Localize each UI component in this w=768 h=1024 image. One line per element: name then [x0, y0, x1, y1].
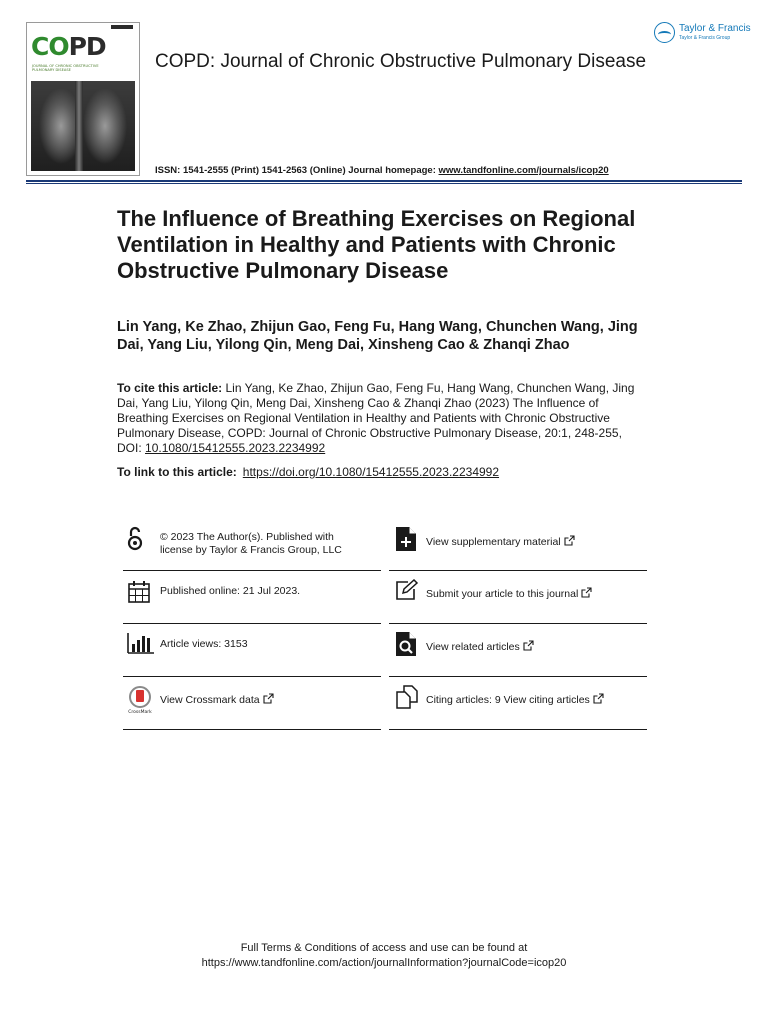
- crossmark-item[interactable]: [123, 682, 381, 728]
- crossmark-link[interactable]: [160, 693, 274, 706]
- submit-label: Submit your article to this journal: [426, 588, 579, 600]
- supplementary-item[interactable]: [389, 524, 647, 570]
- chest-xray-image: [31, 81, 135, 171]
- license-item[interactable]: [123, 524, 381, 570]
- issn-text: ISSN: 1541-2555 (Print) 1541-2563 (Online) Journal homepage:: [155, 165, 439, 176]
- supplementary-label: View supplementary material: [426, 536, 561, 548]
- divider: [389, 570, 647, 571]
- article-authors: Lin Yang, Ke Zhao, Zhijun Gao, Feng Fu, Hang Wang, Chunchen Wang, Jing Dai, Yang Liu, Yilong Qin, Meng Dai, Xinsheng Cao & Zhanqi Zhao: [117, 319, 638, 353]
- journal-title[interactable]: COPD: Journal of Chronic Obstructive Pulmonary Disease: [155, 51, 647, 72]
- divider: [389, 729, 647, 730]
- divider: [123, 729, 381, 730]
- citing-label: Citing articles: 9 View citing articles: [426, 694, 590, 706]
- submit-item[interactable]: [389, 576, 647, 622]
- cover-title-part2: PD: [68, 32, 106, 61]
- footer-terms-link[interactable]: https://www.tandfonline.com/action/journalInformation?journalCode=icop20: [201, 957, 567, 969]
- external-link-icon: [581, 587, 592, 598]
- divider: [389, 676, 647, 677]
- article-title: The Influence of Breathing Exercises on Regional Ventilation in Healthy and Patients with Chronic Obstructive Pulmonary Disease: [117, 206, 636, 283]
- supplementary-file-icon: [395, 526, 417, 552]
- supplementary-link[interactable]: [426, 535, 575, 548]
- cover-badge: [111, 25, 133, 29]
- edit-icon: [395, 579, 419, 601]
- crossmark-icon-label: CrossMark: [128, 710, 152, 715]
- publisher-logo[interactable]: [654, 22, 754, 46]
- external-link-icon: [523, 640, 534, 651]
- citing-articles-icon: [395, 685, 419, 709]
- external-link-icon: [564, 535, 575, 546]
- crossmark-icon: [127, 685, 155, 715]
- journal-cover-image: [26, 22, 140, 176]
- cover-header: [27, 23, 139, 81]
- footer: [0, 941, 768, 971]
- divider: [123, 570, 381, 571]
- bar-chart-icon: [127, 632, 155, 654]
- cover-title: [31, 34, 106, 60]
- views-item: [123, 629, 381, 675]
- published-item: [123, 576, 381, 622]
- related-articles-link[interactable]: [426, 640, 534, 653]
- license-line2: license by Taylor & Francis Group, LLC: [160, 544, 342, 556]
- citing-item[interactable]: [389, 682, 647, 728]
- citation-doi-link[interactable]: 10.1080/15412555.2023.2234992: [145, 441, 326, 455]
- crossmark-label: View Crossmark data: [160, 694, 260, 706]
- license-line1: © 2023 The Author(s). Published with: [160, 531, 334, 543]
- external-link-icon: [593, 693, 604, 704]
- divider: [389, 623, 647, 624]
- footer-line1: Full Terms & Conditions of access and use can be found at: [240, 942, 528, 954]
- publisher-name: Taylor & Francis: [679, 23, 751, 34]
- related-item[interactable]: [389, 629, 647, 675]
- publisher-logo-icon: [654, 22, 675, 43]
- open-access-icon: [127, 526, 143, 552]
- article-views: Article views: 3153: [160, 638, 248, 650]
- citation-text: Lin Yang, Ke Zhao, Zhijun Gao, Feng Fu, Hang Wang, Chunchen Wang, Jing Dai, Yang Liu, Yilong Qin, Meng Dai, Xinsheng Cao & Zhanqi Zhao (2023) The Influence of Breathing Exercises on Regional Ventilation in Healthy and Patients with Chronic Obstructive Pulmonary Disease, COPD: Journal of Chronic Obstructive Pulmonary Disease, 20:1, 248-255, DOI:: [117, 381, 635, 455]
- article-doi-link[interactable]: https://doi.org/10.1080/15412555.2023.2234992: [242, 465, 500, 479]
- citing-articles-link[interactable]: [426, 693, 604, 706]
- link-label: To link to this article:: [117, 465, 237, 479]
- divider: [123, 676, 381, 677]
- external-link-icon: [263, 693, 274, 704]
- cover-title-part1: CO: [31, 32, 69, 61]
- divider: [123, 623, 381, 624]
- submit-article-link[interactable]: [426, 587, 592, 600]
- calendar-icon: [127, 580, 151, 604]
- related-label: View related articles: [426, 641, 520, 653]
- xray-spine: [75, 81, 83, 171]
- article-link-line: [117, 465, 657, 479]
- header-rule-thin: [26, 183, 742, 184]
- header-rule: [26, 180, 742, 182]
- related-search-icon: [395, 631, 417, 657]
- citation-block: [117, 381, 647, 456]
- journal-homepage-link[interactable]: www.tandfonline.com/journals/icop20: [438, 165, 609, 176]
- issn-line: [155, 165, 609, 176]
- cover-subtitle: JOURNAL OF CHRONIC OBSTRUCTIVE PULMONARY DISEASE: [32, 64, 99, 72]
- publisher-sub: Taylor & Francis Group: [679, 35, 731, 41]
- citation-label: To cite this article:: [117, 381, 223, 395]
- published-date: Published online: 21 Jul 2023.: [160, 585, 301, 597]
